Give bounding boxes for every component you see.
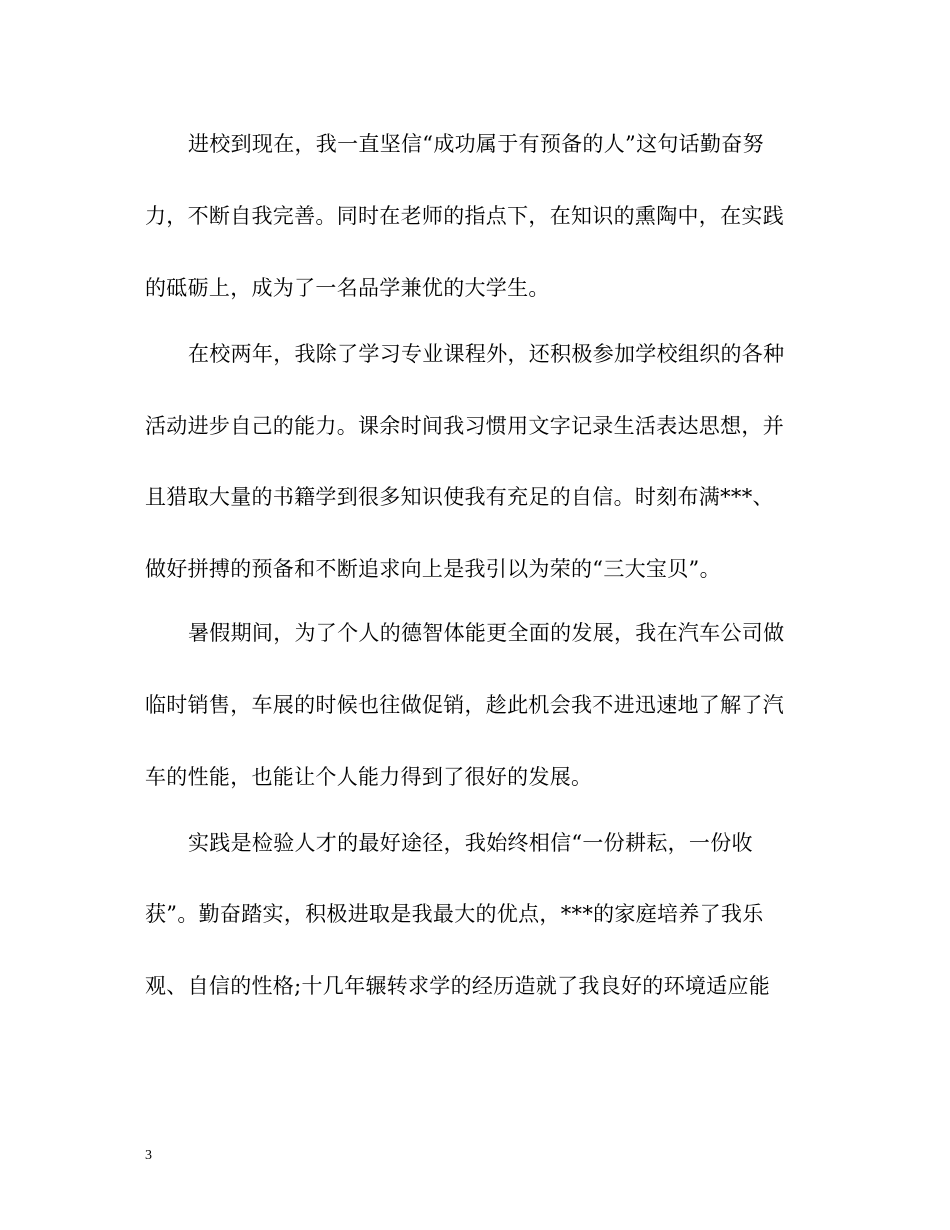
paragraph-3-line-1: 暑假期间，为了个人的德智体能更全面的发展，我在汽车公司做 (188, 621, 785, 645)
paragraph-4-line-3: 观、自信的性格;十几年辗转求学的经历造就了我良好的环境适应能 (145, 974, 771, 998)
paragraph-1-line-2: 力，不断自我完善。同时在老师的指点下，在知识的熏陶中，在实践 (145, 204, 784, 228)
paragraph-3-line-3: 车的性能，也能让个人能力得到了很好的发展。 (145, 765, 593, 789)
paragraph-4-line-2: 获”。勤奋踏实，积极进取是我最大的优点，***的家庭培养了我乐 (145, 902, 764, 926)
paragraph-2-line-4: 做好拼搏的预备和不断追求向上是我引以为荣的“三大宝贝”。 (145, 557, 721, 581)
paragraph-1-line-1: 进校到现在，我一直坚信“成功属于有预备的人”这句话勤奋努 (188, 132, 764, 156)
page-number: 3 (145, 1148, 152, 1163)
paragraph-1-line-3: 的砥砺上，成为了一名品学兼优的大学生。 (145, 276, 550, 300)
paragraph-4-line-1: 实践是检验人才的最好途径，我始终相信“一份耕耘，一份收 (188, 831, 753, 855)
paragraph-2-line-1: 在校两年，我除了学习专业课程外，还积极参加学校组织的各种 (188, 342, 785, 366)
paragraph-2-line-3: 且猎取大量的书籍学到很多知识使我有充足的自信。时刻布满***、 (145, 485, 774, 509)
paragraph-2-line-2: 活动进步自己的能力。课余时间我习惯用文字记录生活表达思想，并 (145, 414, 784, 438)
paragraph-3-line-2: 临时销售，车展的时候也往做促销，趁此机会我不进迅速地了解了汽 (145, 693, 784, 717)
